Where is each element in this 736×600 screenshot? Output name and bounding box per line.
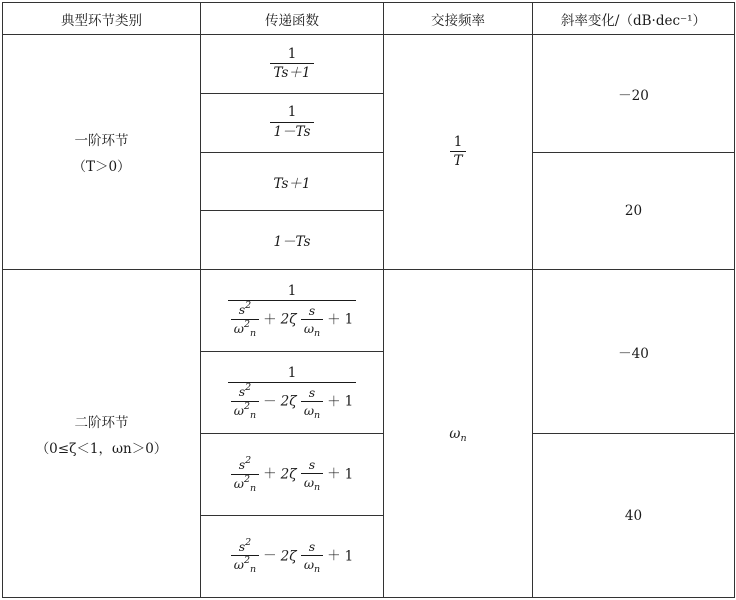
denominator: $\omega_n$ xyxy=(301,319,323,337)
fraction xyxy=(228,282,357,340)
fraction xyxy=(228,364,357,422)
denominator: $\frac{s^2}{\omega^2_n}$ ＋ 2ζ $\frac{s}{\omega_n}$ ＋ 1 xyxy=(228,300,357,337)
denominator: $\omega^2_n$ xyxy=(231,319,259,337)
fraction xyxy=(450,135,465,170)
fraction xyxy=(231,382,259,422)
fraction xyxy=(270,47,313,82)
category-condition: （0≤ζ＜1，ωn＞0） xyxy=(35,440,168,457)
slope-cell: 40 xyxy=(533,434,735,598)
header-row xyxy=(3,3,735,35)
transfer-function-cell: 1－Ts xyxy=(201,211,384,270)
category-name: 二阶环节 xyxy=(74,414,129,431)
fraction xyxy=(301,384,323,422)
table-row xyxy=(3,270,735,352)
fraction xyxy=(301,456,323,494)
numerator: s xyxy=(308,302,316,318)
slope-cell: －20 xyxy=(533,35,735,152)
transfer-function-cell xyxy=(201,94,384,153)
category-condition: （T＞0） xyxy=(72,159,131,176)
category-first-order xyxy=(3,35,201,270)
numerator: s xyxy=(308,456,316,472)
slope-cell: －40 xyxy=(533,270,735,434)
slope-cell: 20 xyxy=(533,152,735,269)
numerator: s xyxy=(308,538,316,554)
denominator: 1－Ts xyxy=(270,122,313,141)
numerator: 1 xyxy=(287,45,297,62)
header-category: 典型环节类别 xyxy=(3,3,201,35)
denominator: $\omega_n$ xyxy=(301,401,323,419)
numerator: 1 xyxy=(287,104,297,121)
numerator: 1 xyxy=(287,282,297,299)
numerator: s xyxy=(308,384,316,400)
table-row xyxy=(3,35,735,94)
denominator: $\omega_n$ xyxy=(301,473,323,491)
denominator: $\omega^2_n$ xyxy=(231,401,259,419)
transfer-function-cell: $\frac{s^2}{\omega^2_n}$ － 2ζ $\frac{s}{\omega_n}$ ＋ 1 xyxy=(201,515,384,597)
denominator: $\omega^2_n$ xyxy=(231,555,259,573)
transfer-function-cell xyxy=(201,35,384,94)
corner-frequency-cell: $\omega_n$ xyxy=(384,270,533,598)
category-second-order xyxy=(3,270,201,598)
transfer-function-cell xyxy=(201,352,384,434)
transfer-function-cell: Ts＋1 xyxy=(201,152,384,211)
numerator: $s^2$ xyxy=(238,454,252,472)
numerator: $s^2$ xyxy=(238,382,252,400)
fraction xyxy=(301,538,323,576)
header-slope-change: 斜率变化/（dB·dec⁻¹） xyxy=(533,3,735,35)
fraction xyxy=(231,454,259,494)
denominator: T xyxy=(450,151,465,170)
denominator: $\omega_n$ xyxy=(301,555,323,573)
numerator: $s^2$ xyxy=(238,300,252,318)
numerator: $s^2$ xyxy=(238,536,252,554)
transfer-function-cell xyxy=(201,270,384,352)
frequency-characteristics-table xyxy=(2,2,735,598)
header-corner-frequency: 交接频率 xyxy=(384,3,533,35)
fraction xyxy=(301,302,323,340)
denominator: $\frac{s^2}{\omega^2_n}$ － 2ζ $\frac{s}{\omega_n}$ ＋ 1 xyxy=(228,382,357,419)
denominator: $\omega^2_n$ xyxy=(231,474,259,492)
header-transfer-function: 传递函数 xyxy=(201,3,384,35)
numerator: 1 xyxy=(287,364,297,381)
fraction xyxy=(270,105,313,140)
fraction xyxy=(231,300,259,340)
category-name: 一阶环节 xyxy=(74,133,129,150)
numerator: 1 xyxy=(453,133,463,150)
corner-frequency-cell xyxy=(384,35,533,270)
denominator: Ts＋1 xyxy=(270,63,313,82)
fraction xyxy=(231,536,259,576)
transfer-function-cell: $\frac{s^2}{\omega^2_n}$ ＋ 2ζ $\frac{s}{\omega_n}$ ＋ 1 xyxy=(201,434,384,516)
